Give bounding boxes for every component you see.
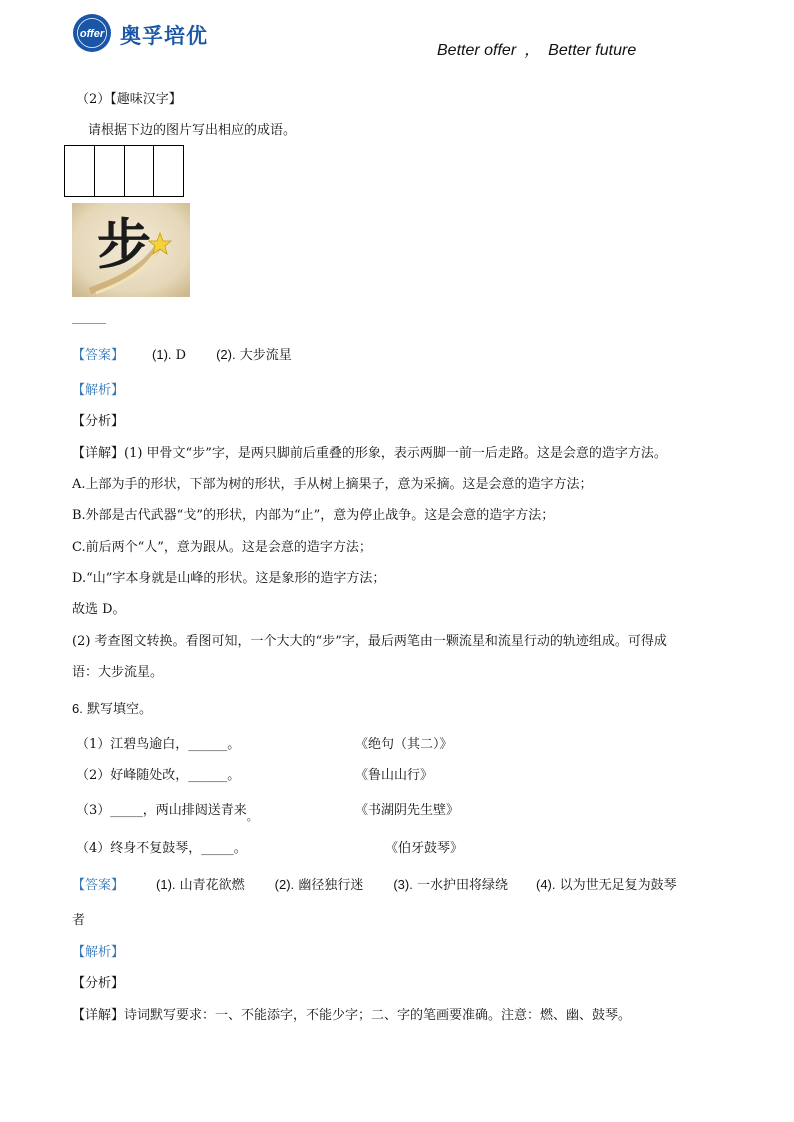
answer-value: 以为世无足复为鼓琴 — [559, 878, 677, 893]
question-6-heading — [72, 701, 152, 718]
detail-line: B.外部是古代武器“戈”的形状，内部为“止”，意为停止战争。这是会意的造字方法； — [72, 508, 555, 523]
detail-line: 【详解】(1) 甲骨文“步”字，是两只脚前后重叠的形象，表示两脚一前一后走路。这是会意的造字方法。 — [72, 446, 667, 461]
fill-item-source: 《鲁山山行》 — [355, 768, 434, 783]
answer-number: (4). — [535, 877, 556, 892]
logo-badge-text: offer — [79, 28, 105, 40]
answer-row — [72, 877, 677, 894]
fill-item-source: 《伯牙鼓琴》 — [385, 841, 464, 856]
answer-box[interactable] — [65, 146, 95, 196]
separator-line — [72, 323, 106, 324]
answer-value: 幽径独行迷 — [298, 878, 364, 893]
answer-number: (2). — [216, 347, 236, 362]
answer-value: 大步流星 — [239, 348, 292, 363]
fill-item: （2）好峰随处改，______。 — [76, 768, 241, 783]
detail-line: C.前后两个“人”，意为跟从。这是会意的造字方法； — [72, 540, 372, 555]
answer-number: (1). — [152, 347, 172, 362]
fill-item-source: 《书湖阴先生壁》 — [355, 803, 460, 818]
question-number: 6. — [72, 701, 83, 716]
answer-number: (1). — [156, 877, 176, 892]
fill-item-mark: 。 — [246, 810, 258, 823]
question-title: 默写填空。 — [86, 702, 152, 717]
detail-line: A.上部为手的形状，下部为树的形状，手从树上摘果子，意为采摘。这是会意的造字方法； — [72, 477, 593, 492]
slogan-left: Better offer — [437, 42, 517, 59]
answer-tag: 【答案】 — [72, 878, 125, 893]
analysis-heading: 【解析】 — [72, 945, 125, 960]
fill-item: （1）江碧鸟逾白，______。 — [76, 737, 241, 752]
detail-line: 语：大步流星。 — [72, 665, 164, 680]
slogan-right: Better future — [548, 42, 637, 59]
answer-value: 一水护田将绿绕 — [416, 878, 508, 893]
answer-tag: 【答案】 — [72, 348, 125, 363]
fill-item-text: （3）_____，两山排闼送青来 — [76, 803, 247, 818]
analysis-subheading: 【分析】 — [72, 414, 125, 429]
fill-item-source: 《绝句（其二）》 — [355, 737, 453, 752]
detail-line: 【详解】诗词默写要求：一、不能添字，不能少字；二、字的笔画要准确。注意：燃、幽、鼓琴。 — [72, 1008, 632, 1023]
answer-box[interactable] — [95, 146, 125, 196]
question-label: （2）【趣味汉字】 — [76, 92, 182, 107]
analysis-heading: 【解析】 — [72, 383, 125, 398]
logo — [72, 13, 242, 53]
logo-badge-icon — [72, 13, 112, 53]
answer-row — [72, 347, 292, 364]
shooting-star-character-image — [72, 203, 190, 297]
slogan-separator: ， — [524, 42, 541, 59]
answer-wrap: 者 — [72, 913, 86, 928]
fill-item: （4）终身不复鼓琴，_____。 — [76, 841, 247, 856]
fill-item — [76, 803, 258, 823]
answer-box-grid — [64, 145, 184, 197]
detail-line: (2) 考查图文转换。看图可知，一个大大的“步”字，最后两笔由一颗流星和流星行动的轨迹组成。可得成 — [72, 634, 667, 649]
logo-text: 奥孚培优 — [120, 24, 208, 48]
detail-line: D.“山”字本身就是山峰的形状。这是象形的造字方法； — [72, 571, 386, 586]
answer-number: (3). — [393, 877, 413, 892]
picture-character: 步 — [97, 213, 151, 276]
answer-number: (2). — [274, 877, 295, 892]
answer-box[interactable] — [125, 146, 155, 196]
slogan — [437, 37, 636, 60]
analysis-subheading: 【分析】 — [72, 976, 125, 991]
answer-value: 山青花欲燃 — [179, 878, 245, 893]
answer-box[interactable] — [154, 146, 183, 196]
detail-line: 故选 D。 — [72, 602, 126, 617]
question-instruction: 请根据下边的图片写出相应的成语。 — [88, 123, 297, 138]
answer-value: D — [175, 348, 187, 363]
